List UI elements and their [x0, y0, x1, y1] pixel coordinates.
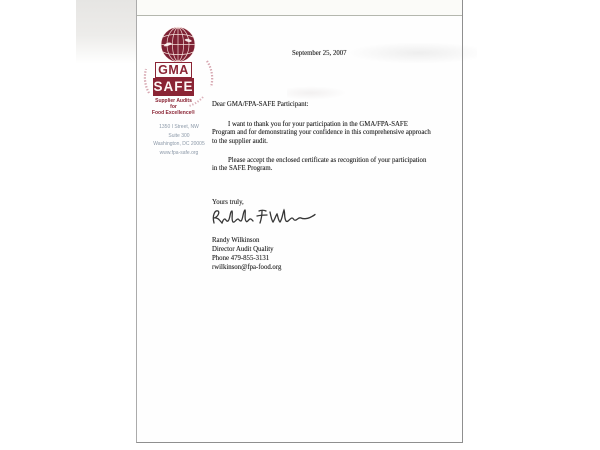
paragraph-line: in the SAFE Program.	[212, 165, 273, 173]
globe-icon	[160, 26, 196, 63]
signer-email: rwilkinson@fpa-food.org	[212, 264, 282, 271]
tagline-line: Food Excellence®	[151, 109, 196, 116]
logo-tagline	[137, 99, 210, 117]
signature-block	[212, 236, 281, 272]
address-line: Washington, DC 20005	[153, 141, 205, 148]
letter-date: September 25, 2007	[292, 50, 347, 57]
logo-safe-text: SAFE	[153, 79, 194, 94]
handwritten-signature	[210, 206, 316, 230]
address-line: 1350 I Street, NW	[159, 124, 199, 130]
tagline-line: for	[170, 103, 177, 110]
address-line: Suite 300	[168, 132, 190, 139]
scan-smudge	[287, 86, 347, 100]
signer-phone: Phone 479-855-3131	[212, 255, 270, 262]
signer-name: Randy Wilkinson	[212, 237, 260, 244]
paragraph-line: to the supplier audit.	[212, 137, 268, 145]
paragraph-2	[212, 157, 462, 174]
address-line: www.fpa-safe.org	[159, 149, 199, 156]
salutation: Dear GMA/FPA-SAFE Participant:	[212, 101, 309, 108]
logo-gma-text: GMA	[155, 62, 192, 78]
page-top-edge	[137, 0, 462, 16]
paragraph-1	[212, 121, 462, 146]
paragraph-line: I want to thank you for your participation in the GMA/FPA-SAFE	[228, 121, 408, 128]
paragraph-line: Program and for demonstrating your confidence in this comprehensive approach	[212, 129, 431, 137]
paragraph-line: Please accept the enclosed certificate as recognition of your participation	[228, 157, 427, 164]
tagline-line: Supplier Audits	[155, 98, 192, 104]
signer-title: Director Audit Quality	[212, 246, 274, 253]
closing: Yours truly,	[212, 199, 244, 206]
scan-shadow	[76, 0, 137, 64]
letter-page	[136, 0, 463, 443]
letterhead-address	[141, 123, 217, 157]
scan-smudge	[347, 42, 477, 64]
